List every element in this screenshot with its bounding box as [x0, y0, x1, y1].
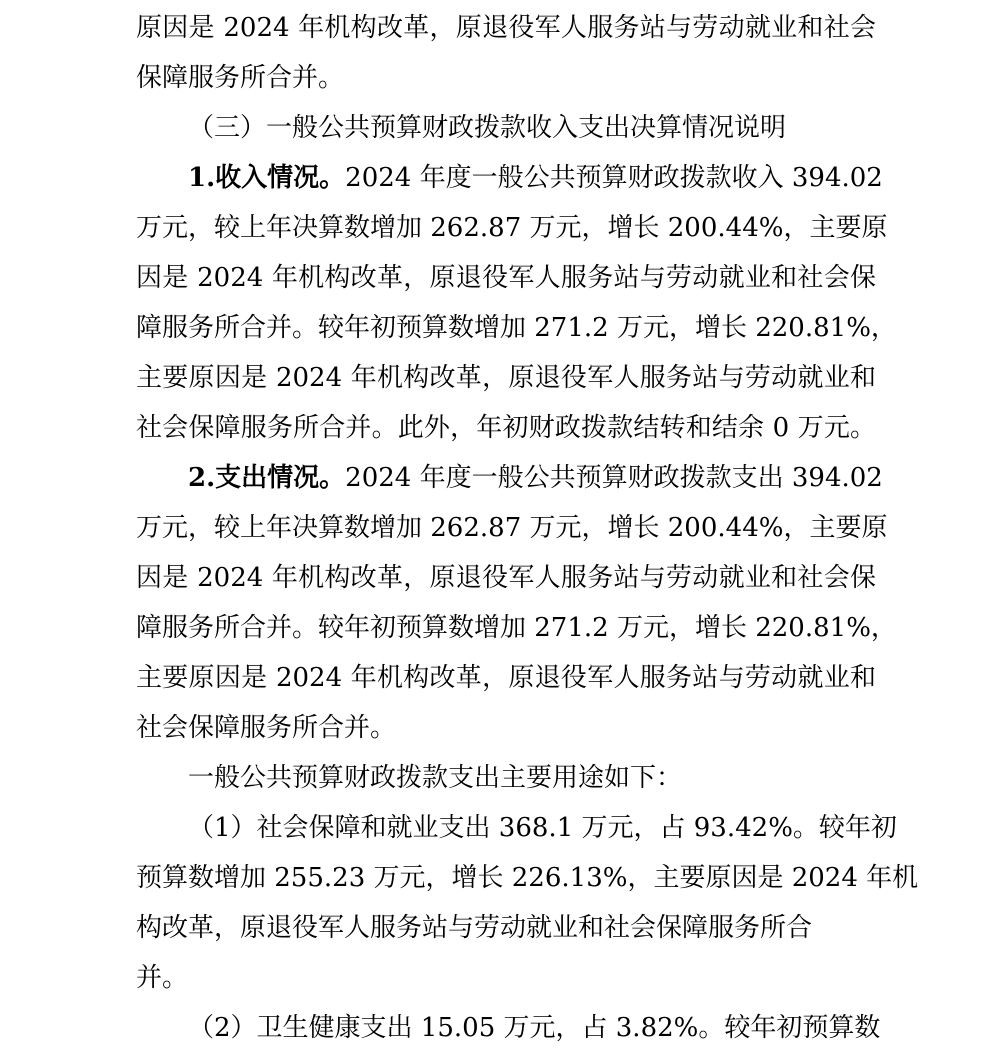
- paragraph-line: 万元，较上年决算数增加 262.87 万元，增长 200.44%，主要原: [136, 513, 888, 543]
- section-heading: （三）一般公共预算财政拨款收入支出决算情况说明: [188, 113, 787, 143]
- paragraph-line: 保障服务所合并。: [136, 63, 345, 93]
- paragraph-line: 社会保障服务所合并。: [136, 713, 397, 743]
- income-text: 2024 年度一般公共预算财政拨款收入 394.02: [345, 163, 883, 193]
- paragraph-line: （2）卫生健康支出 15.05 万元，占 3.82%。较年初预算数: [188, 1013, 881, 1043]
- expense-heading: 2.支出情况。: [188, 463, 346, 493]
- income-paragraph-line: [188, 161, 883, 195]
- paragraph-line: 并。: [136, 963, 189, 993]
- paragraph-line: 主要原因是 2024 年机构改革，原退役军人服务站与劳动就业和: [136, 663, 876, 693]
- paragraph-line: 障服务所合并。较年初预算数增加 271.2 万元，增长 220.81%，: [136, 613, 897, 643]
- expense-text: 2024 年度一般公共预算财政拨款支出 394.02: [345, 463, 883, 493]
- paragraph-line: （1）社会保障和就业支出 368.1 万元，占 93.42%。较年初: [188, 813, 897, 843]
- paragraph-line: 万元，较上年决算数增加 262.87 万元，增长 200.44%，主要原: [136, 213, 888, 243]
- income-heading: 1.收入情况。: [188, 163, 346, 193]
- paragraph-line: 预算数增加 255.23 万元，增长 226.13%，主要原因是 2024 年机: [136, 863, 919, 893]
- paragraph-line: 主要原因是 2024 年机构改革，原退役军人服务站与劳动就业和: [136, 363, 876, 393]
- paragraph-line: 原因是 2024 年机构改革，原退役军人服务站与劳动就业和社会: [136, 13, 876, 43]
- paragraph-line: 构改革，原退役军人服务站与劳动就业和社会保障服务所合: [136, 913, 813, 943]
- paragraph-line: 因是 2024 年机构改革，原退役军人服务站与劳动就业和社会保: [136, 263, 876, 293]
- paragraph-line: 障服务所合并。较年初预算数增加 271.2 万元，增长 220.81%，: [136, 313, 897, 343]
- paragraph-line: 社会保障服务所合并。此外，年初财政拨款结转和结余 0 万元。: [136, 413, 876, 443]
- paragraph-line: 因是 2024 年机构改革，原退役军人服务站与劳动就业和社会保: [136, 563, 876, 593]
- expense-paragraph-line: [188, 461, 883, 495]
- paragraph-line: 一般公共预算财政拨款支出主要用途如下：: [188, 763, 683, 793]
